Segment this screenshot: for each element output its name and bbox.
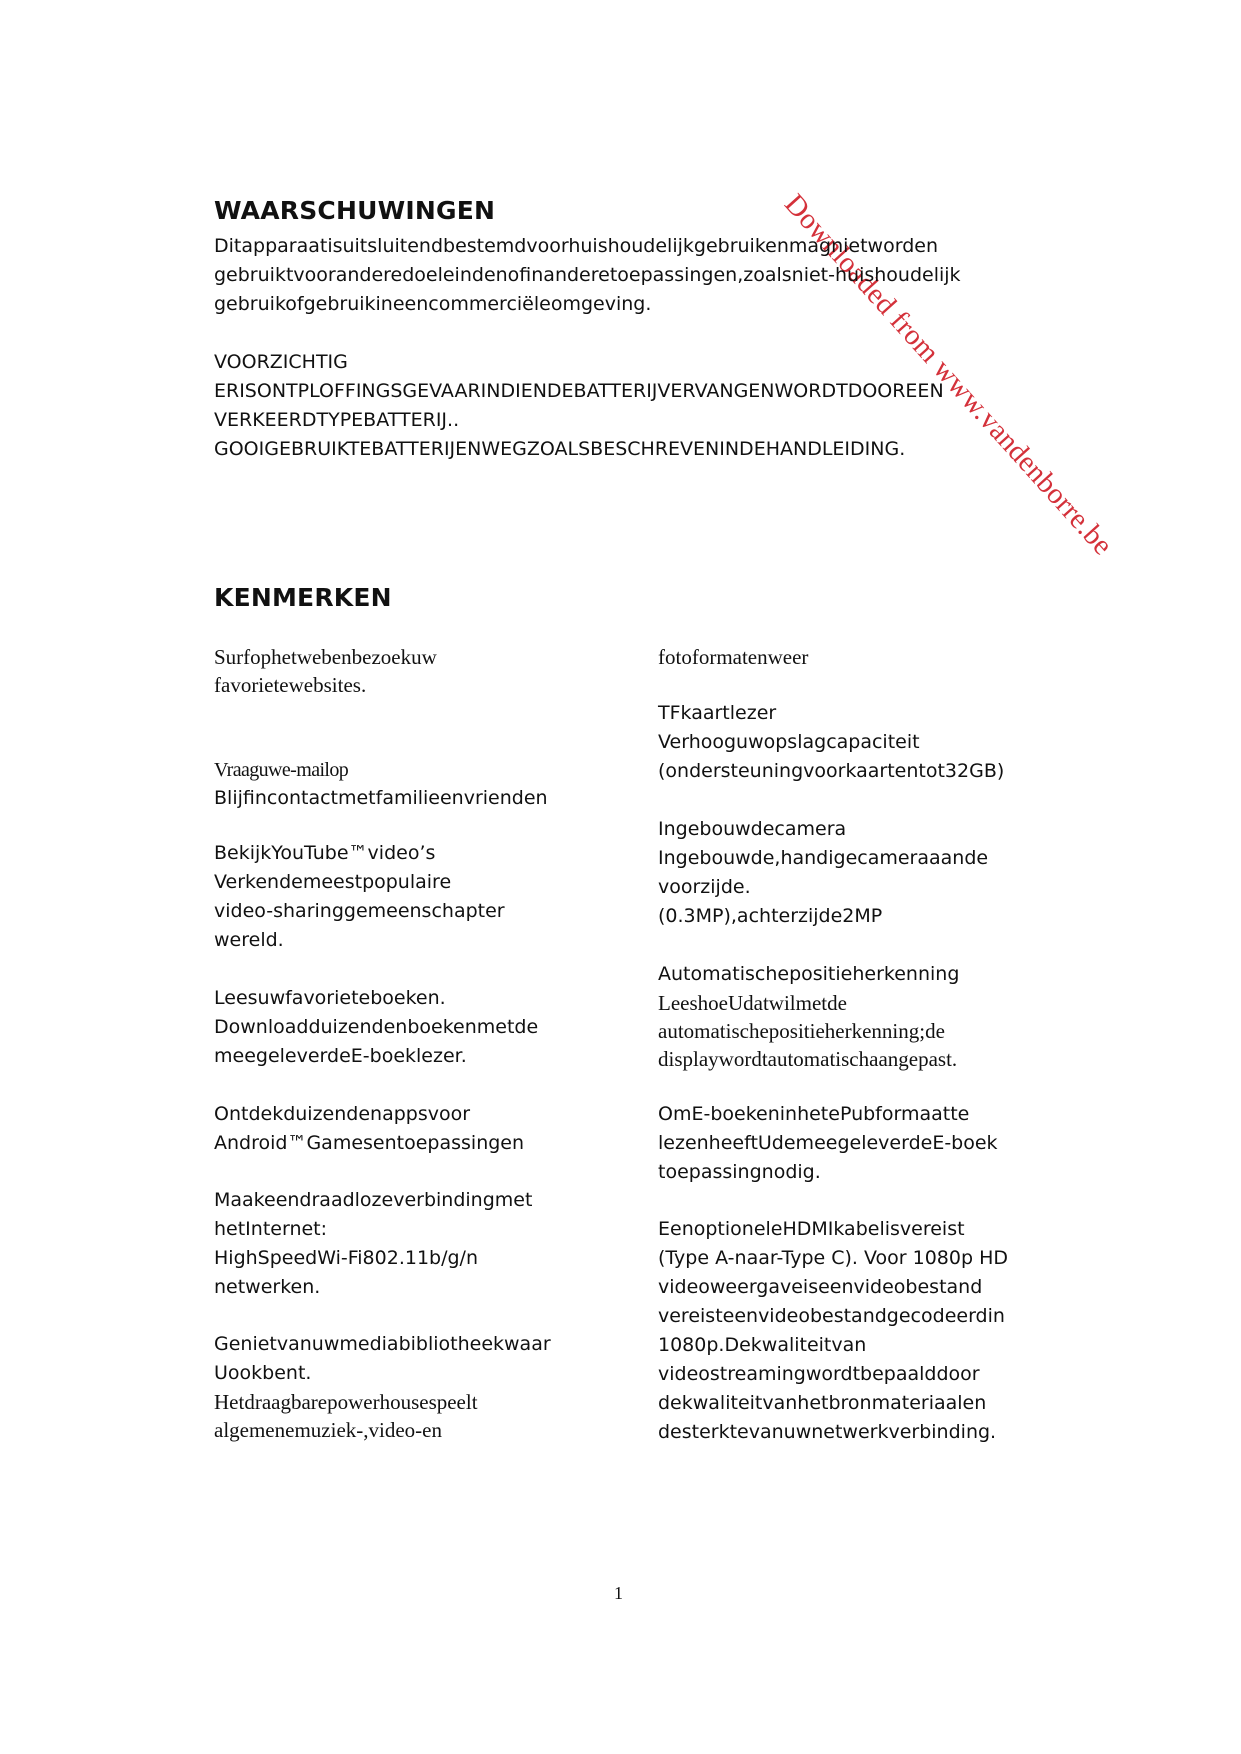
feature-wifi-line: HighSpeedWi-Fi802.11b/g/n bbox=[214, 1247, 479, 1269]
feature-epub-line: lezenheeftUdemeegeleverdeE-boek bbox=[658, 1132, 998, 1154]
feature-web-line: Surfophetwebenbezoekuw bbox=[214, 645, 437, 669]
feature-hdmi-line: dekwaliteitvanhetbronmateriaalen bbox=[658, 1392, 987, 1414]
feature-position-line: displaywordtautomatischaangepast. bbox=[658, 1047, 958, 1071]
feature-media-line: Uookbent. bbox=[214, 1362, 312, 1384]
feature-tf-line: Verhooguwopslagcapaciteit bbox=[658, 731, 920, 753]
feature-apps bbox=[214, 1100, 524, 1158]
feature-ebooks-line: Downloadduizendenboekenmetde bbox=[214, 1016, 539, 1038]
feature-epub-line: toepassingnodig. bbox=[658, 1161, 821, 1183]
feature-wifi-line: hetInternet: bbox=[214, 1218, 328, 1240]
feature-media-line: algemenemuziek-,video-en bbox=[214, 1418, 442, 1442]
feature-ebooks-line: meegeleverdeE-boeklezer. bbox=[214, 1045, 467, 1067]
page-number: 1 bbox=[614, 1583, 623, 1603]
feature-hdmi bbox=[658, 1215, 1008, 1447]
feature-media-line: Hetdraagbarepowerhousespeelt bbox=[214, 1390, 478, 1414]
warnings-text bbox=[214, 232, 961, 319]
feature-hdmi-line: 1080p.Dekwaliteitvan bbox=[658, 1334, 867, 1356]
feature-email-text: Blijfincontactmetfamilieenvrienden bbox=[214, 787, 548, 809]
feature-hdmi-line: EenoptioneleHDMIkabelisvereist bbox=[658, 1218, 965, 1240]
warnings-line: Ditapparaatisuitsluitendbestemdvoorhuishoudelijkgebruikenmagnietworden bbox=[214, 235, 938, 257]
feature-wifi bbox=[214, 1186, 532, 1302]
caution-line: ERISONTPLOFFINGSGEVAARINDIENDEBATTERIJVERVANGENWORDTDOOREEN bbox=[214, 380, 944, 402]
feature-web-line: favorietewebsites. bbox=[214, 673, 367, 697]
feature-photo bbox=[658, 643, 808, 671]
feature-youtube-line: Verkendemeestpopulaire bbox=[214, 871, 452, 893]
feature-camera-line: voorzijde. bbox=[658, 876, 751, 898]
feature-ebooks-line: Leesuwfavorieteboeken. bbox=[214, 987, 446, 1009]
features-heading: KENMERKEN bbox=[214, 583, 392, 612]
feature-camera bbox=[658, 815, 988, 931]
feature-email bbox=[214, 756, 548, 813]
feature-position-line: automatischepositieherkenning;de bbox=[658, 1019, 945, 1043]
caution-line: VERKEERDTYPEBATTERIJ.. bbox=[214, 409, 460, 431]
feature-epub bbox=[658, 1100, 998, 1187]
feature-hdmi-line: videoweergaveiseenvideobestand bbox=[658, 1276, 983, 1298]
caution-line: VOORZICHTIG bbox=[214, 351, 348, 373]
warnings-line: gebruikofgebruikineencommerciëleomgeving. bbox=[214, 293, 652, 315]
feature-position bbox=[658, 960, 959, 1073]
warnings-line: gebruiktvooranderedoeleindenofinanderetoepassingen,zoalsniet-huishoudelijk bbox=[214, 264, 961, 286]
feature-tf-line: TFkaartlezer bbox=[658, 702, 777, 724]
feature-camera-line: (0.3MP),achterzijde2MP bbox=[658, 905, 883, 927]
feature-youtube-line: wereld. bbox=[214, 929, 284, 951]
feature-hdmi-line: desterktevanuwnetwerkverbinding. bbox=[658, 1421, 997, 1443]
feature-email-title: Vraaguwe-mailop bbox=[214, 759, 349, 781]
feature-youtube bbox=[214, 839, 505, 955]
feature-position-title: Automatischepositieherkenning bbox=[658, 963, 960, 985]
feature-youtube-line: BekijkYouTube™video’s bbox=[214, 842, 436, 864]
feature-camera-line: Ingebouwde,handigecameraaande bbox=[658, 847, 989, 869]
feature-ebooks bbox=[214, 984, 538, 1071]
feature-media-line: Genietvanuwmediabibliotheekwaar bbox=[214, 1333, 551, 1355]
feature-epub-line: OmE-boekeninhetePubformaatte bbox=[658, 1103, 970, 1125]
caution-line: GOOIGEBRUIKTEBATTERIJENWEGZOALSBESCHREVENINDEHANDLEIDING. bbox=[214, 438, 906, 460]
feature-position-line: LeeshoeUdatwilmetde bbox=[658, 991, 847, 1015]
feature-hdmi-line: (Type A-naar-Type C). Voor 1080p HD bbox=[658, 1247, 1008, 1269]
feature-hdmi-line: vereisteenvideobestandgecodeerdin bbox=[658, 1305, 1005, 1327]
feature-apps-line: Ontdekduizendenappsvoor bbox=[214, 1103, 471, 1125]
feature-camera-line: Ingebouwdecamera bbox=[658, 818, 847, 840]
feature-hdmi-line: videostreamingwordtbepaalddoor bbox=[658, 1363, 980, 1385]
feature-photo-line: fotoformatenweer bbox=[658, 645, 809, 669]
watermark: Downloaded from www.vandenborre.be bbox=[778, 188, 1119, 562]
caution-text bbox=[214, 348, 944, 464]
feature-wifi-line: Maakeendraadlozeverbindingmet bbox=[214, 1189, 533, 1211]
warnings-heading: WAARSCHUWINGEN bbox=[214, 196, 496, 225]
feature-tf-line: (ondersteuningvoorkaartentot32GB) bbox=[658, 760, 1005, 782]
feature-web bbox=[214, 643, 437, 699]
feature-wifi-line: netwerken. bbox=[214, 1276, 321, 1298]
feature-youtube-line: video-sharinggemeenschapter bbox=[214, 900, 505, 922]
feature-apps-line: Android™Gamesentoepassingen bbox=[214, 1132, 525, 1154]
feature-media bbox=[214, 1330, 551, 1444]
feature-tf-card bbox=[658, 699, 1004, 786]
